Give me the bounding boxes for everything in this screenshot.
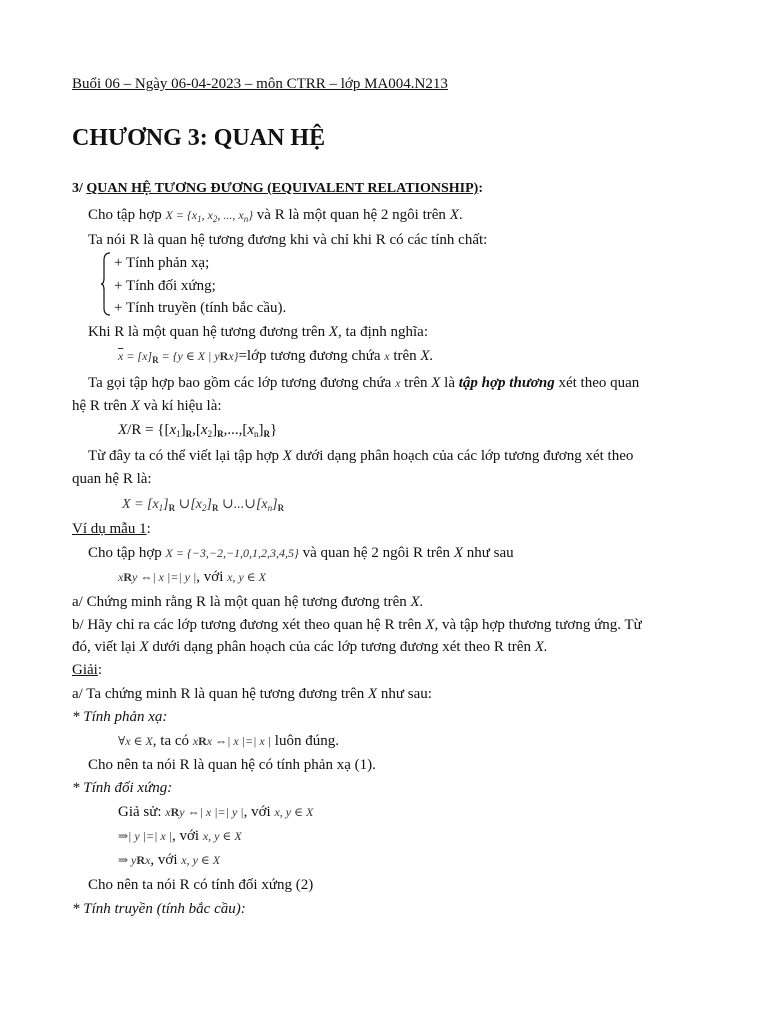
intro-line-2: Ta nói R là quan hệ tương đương khi và chỉ khi R có các tính chất: [88,232,488,248]
quotient-line-1: Ta gọi tập hợp bao gồm các lớp tương đương chứa x trên X là tập hợp thương xét theo quan [88,375,640,391]
solution-a-line: a/ Ta chứng minh R là quan hệ tương đương trên X như sau: [72,686,432,702]
curly-brace-icon [101,252,111,316]
question-a: a/ Chứng minh rằng R là một quan hệ tương đương trên X. [72,594,424,610]
intro-line-1: Cho tập hợp $X = \{x_1$, $x_2$, ..., $x_n$} và R là một quan hệ 2 ngôi trên X. [88,207,463,224]
example-relation: xRy ⇔| x |=| y |, với x, y ∈ X [118,569,267,585]
class-definition-formula: $\overline{x} = [x]_R = \{y$ ∈ X | yRx} [118,349,239,365]
symmetric-formula-1: xRy ⇔| x |=| y | [165,805,244,819]
question-b-line-2: đó, viết lại X dưới dạng phân hoạch của các lớp tương đương xét theo R trên X. [72,639,548,655]
quotient-line-2: hệ R trên X và kí hiệu là: [72,398,222,414]
intro-line-3: Khi R là một quan hệ tương đương trên X, ta định nghĩa: [88,324,429,340]
property-transitive: + Tính truyền (tính bắc cầu). [114,300,287,316]
partition-line-1: Từ đây ta có thể viết lại tập hợp X dưới dạng phân hoạch của các lớp tương đương xét theo [88,448,634,464]
question-b-line-1: b/ Hãy chỉ ra các lớp tương đương xét theo quan hệ R trên X, và tập hợp thương tương ứng. Từ [72,617,642,633]
reflexive-heading: * Tính phản xạ: [72,709,168,725]
symmetric-heading: * Tính đối xứng: [72,780,173,796]
symmetric-line-1: Giả sử: xRy ⇔| x |=| y |, với x, y ∈ X [118,804,314,820]
reflexive-formula: xRx ⇔| x |=| x | [192,734,272,748]
quotient-formula: $X/R = \{[x_1]_R,[x_2]_R,...,[x_n]_R\}$ [118,422,278,439]
relation-formula: xRy ⇔| x |=| y | [118,570,197,584]
section-title: QUAN HỆ TƯƠNG ĐƯƠNG (EQUIVALENT RELATIONSHIP) [86,181,479,196]
class-definition: $\overline{x} = [x]_R = \{y$ ∈ X | yRx}=lớp tương đương chứa x trên X. [118,348,434,365]
property-reflexive: + Tính phản xạ; [114,255,210,271]
quotient-set-term: tập hợp thương [458,375,555,391]
set-definition: $X = \{x_1$, $x_2$, ..., $x_n$} [165,208,254,224]
transitive-heading: * Tính truyền (tính bắc cầu): [72,901,246,917]
symmetric-line-3: ⇒ yRx, với x, y ∈ X [118,852,221,868]
partition-formula: $X = [x_1]_R$ $\cup[x_2]_R$ $\cup...\cup[x_n]_R$ [122,497,285,513]
partition-line-2: quan hệ R là: [72,471,152,487]
symmetric-conclusion: Cho nên ta nói R có tính đối xứng (2) [88,877,314,893]
reflexive-conclusion: Cho nên ta nói R là quan hệ có tính phản xạ (1). [88,757,376,773]
example-line-1: Cho tập hợp X = {−3,−2,−1,0,1,2,3,4,5} và quan hệ 2 ngôi R trên X như sau [88,545,514,561]
example-heading: Ví dụ mẫu 1: [72,521,151,537]
page-header: Buổi 06 – Ngày 06-04-2023 – môn CTRR – lớp MA004.N213 [72,76,448,92]
chapter-title: CHƯƠNG 3: QUAN HỆ [72,125,326,151]
reflexive-proof: ∀x ∈ X, ta có xRx ⇔| x |=| x | luôn đúng. [118,733,339,749]
section-heading: 3/ QUAN HỆ TƯƠNG ĐƯƠNG (EQUIVALENT RELATIONSHIP): [72,181,483,196]
symmetric-line-2: ⇒| y |=| x |, với x, y ∈ X [118,828,242,844]
solution-heading: Giải: [72,662,102,678]
property-symmetric: + Tính đối xứng; [114,278,216,294]
section-number: 3/ [72,181,83,196]
symmetric-formula-3: ⇒ yRx [118,853,151,867]
